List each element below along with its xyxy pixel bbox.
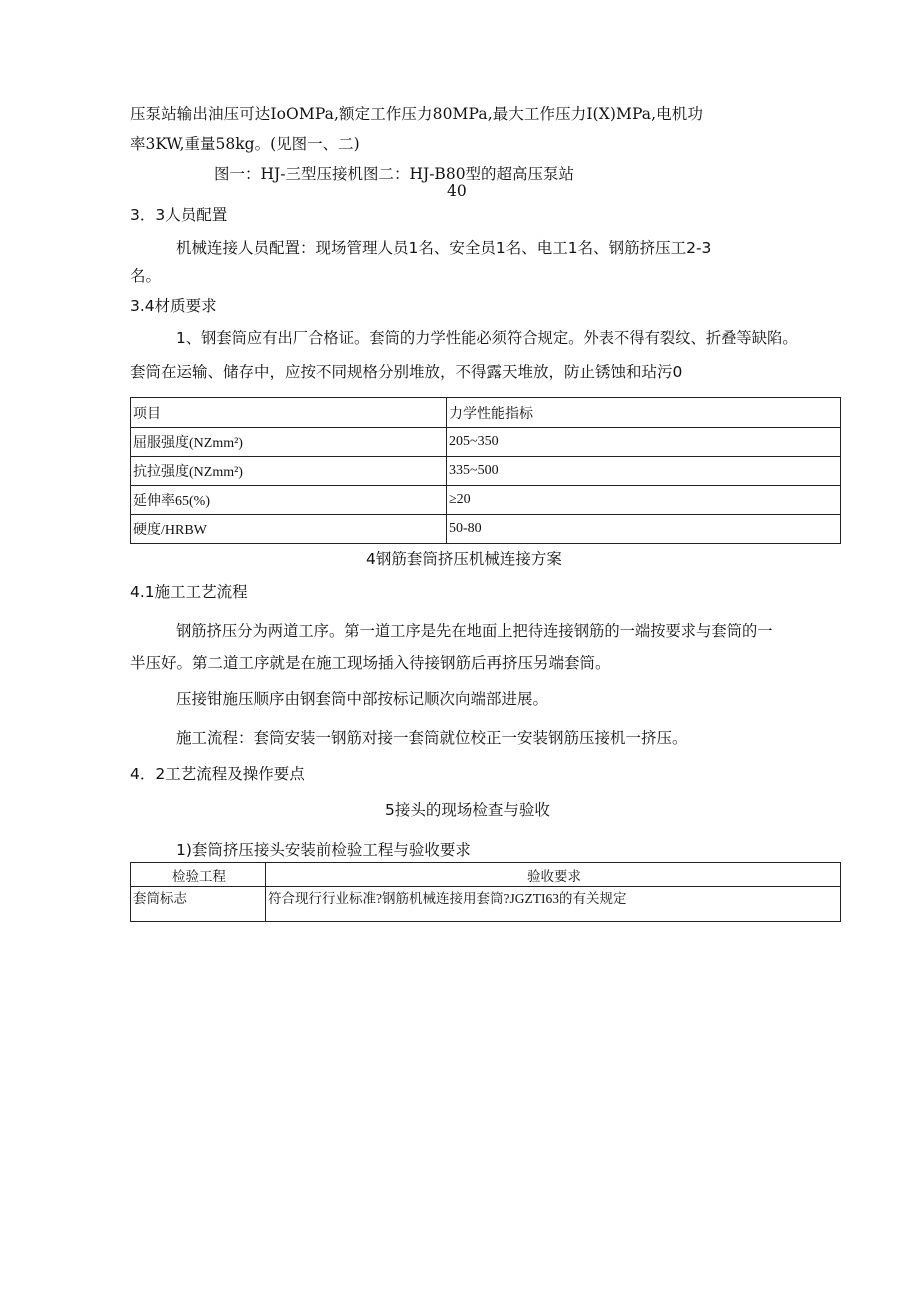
section-4-1-line4: 施工流程：套筒安装一钢筋对接一套筒就位校正一安装钢筋压接机一挤压。: [176, 729, 688, 747]
table-row: [131, 515, 841, 544]
section-4-1-line1: 钢筋挤压分为两道工序。第一道工序是先在地面上把待连接钢筋的一端按要求与套筒的一: [176, 622, 773, 640]
table-header-cell: 项目: [131, 398, 447, 428]
table-cell: 硬度/HRBW: [131, 515, 447, 544]
table-row: [131, 887, 841, 922]
table-cell: 抗拉强度(NZmm²): [131, 457, 447, 486]
section-4-2-heading: 4．2工艺流程及操作要点: [130, 765, 305, 783]
table-cell: 延伸率65(%): [131, 486, 447, 515]
section-4-1-line2: 半压好。第二道工序就是在施工现场插入待接钢筋后再挤压另端套筒。: [130, 654, 611, 672]
section-3-4-line2: 套筒在运输、储存中，应按不同规格分别堆放，不得露天堆放，防止锈蚀和玷污0: [130, 363, 683, 381]
section-3-4-line1: 1、钢套筒应有出厂合格证。套筒的力学性能必须符合规定。外表不得有裂纹、折叠等缺陷。: [176, 329, 798, 347]
section-4-1-heading: 4.1施工工艺流程: [130, 583, 248, 601]
figure-number: 40: [447, 182, 467, 200]
figure-caption: 图一：HJ-三型压接机图二：HJ-B80型的超高压泵站: [214, 165, 575, 183]
table-header-cell: 检验工程: [131, 863, 266, 887]
section-5-heading: 5接头的现场检查与验收: [385, 801, 550, 819]
section-4-1-line3: 压接钳施压顺序由钢套筒中部按标记顺次向端部进展。: [176, 690, 549, 708]
section-5-subheading: 1)套筒挤压接头安装前检验工程与验收要求: [176, 841, 471, 859]
section-3-3-line1: 机械连接人员配置：现场管理人员1名、安全员1名、电工1名、钢筋挤压工2-3: [176, 239, 712, 257]
paragraph-pump-line1: 压泵站输出油压可达IoOMPa,额定工作压力80MPa,最大工作压力I(X)MPa,电机功: [130, 105, 703, 123]
section-3-3-heading: 3．3人员配置: [130, 206, 228, 224]
mechanical-properties-table: [130, 397, 841, 544]
paragraph-pump-line2: 率3KW,重量58kg。(见图一、二): [130, 135, 360, 153]
section-3-4-heading: 3.4材质要求: [130, 297, 217, 315]
table-cell: 套筒标志: [131, 887, 266, 922]
table-header-cell: 力学性能指标: [447, 398, 841, 428]
table-cell: 屈服强度(NZmm²): [131, 428, 447, 457]
table-header-row: [131, 863, 841, 887]
table-cell: 符合现行行业标准?钢筋机械连接用套筒?JGZTI63的有关规定: [266, 887, 841, 922]
table-row: [131, 457, 841, 486]
table-row: [131, 428, 841, 457]
table-header-cell: 验收要求: [266, 863, 841, 887]
section-3-3-line2: 名。: [130, 267, 162, 285]
table-row: [131, 486, 841, 515]
inspection-table: [130, 862, 841, 922]
table-header-row: [131, 398, 841, 428]
table-cell: ≥20: [447, 486, 841, 515]
table-cell: 50-80: [447, 515, 841, 544]
table-cell: 335~500: [447, 457, 841, 486]
section-4-heading: 4钢筋套筒挤压机械连接方案: [366, 550, 562, 568]
table-cell: 205~350: [447, 428, 841, 457]
